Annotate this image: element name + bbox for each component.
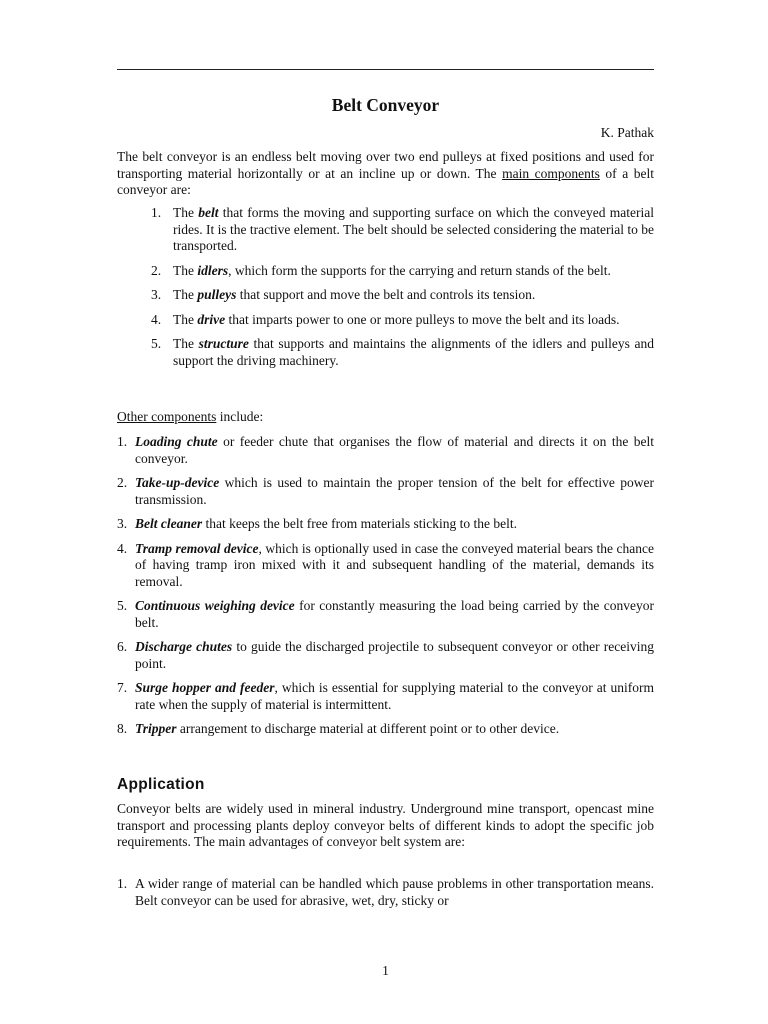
list-item [151, 262, 654, 280]
list-item-text: that forms the moving and supporting surface on which the conveyed material rides. It is the tractive element. The belt should be selected considering the material to be transported. [173, 205, 654, 253]
list-item-number: 8. [117, 721, 128, 736]
list-item-term: Take-up-device [135, 475, 220, 490]
list-item-number: 3. [117, 516, 128, 531]
header-rule [117, 69, 654, 70]
list-item-number: 7. [117, 680, 128, 695]
intro-paragraph [117, 149, 654, 199]
list-item-prefix: The [173, 262, 198, 278]
main-components-list [151, 205, 654, 377]
list-item-number: 4. [151, 311, 162, 327]
list-item-prefix: The [173, 287, 198, 302]
page-number: 1 [382, 963, 389, 978]
list-item-text: A wider range of material can be handled which pause problems in other transportation means. Belt conveyor can be used for abrasive, wet, dry, sticky or [135, 876, 654, 908]
list-item-term: belt [198, 205, 219, 220]
list-item-prefix: The [173, 336, 199, 351]
list-item-term: Tramp removal device [135, 540, 259, 556]
list-item [117, 598, 654, 631]
list-item-number: 4. [117, 540, 128, 556]
other-components-text: include: [216, 409, 264, 424]
list-item-number: 1. [117, 434, 128, 449]
list-item-text: , which form the supports for the carrying and return stands of the belt. [228, 262, 611, 278]
list-item-prefix: The [173, 205, 199, 220]
list-item-term: structure [198, 336, 249, 351]
other-components-list [117, 434, 654, 746]
application-heading: Application [117, 776, 205, 793]
list-item-term: idlers [197, 262, 229, 278]
list-item-number: 6. [117, 639, 128, 654]
list-item-term: Tripper [135, 721, 177, 736]
list-item-text: or feeder chute that organises the flow of material and directs it on the belt conveyor. [135, 434, 654, 466]
list-item-term: Belt cleaner [135, 516, 203, 531]
list-item-number: 3. [151, 287, 162, 302]
list-item [117, 680, 654, 713]
list-item-number: 1. [151, 205, 162, 220]
author-name: K. Pathak [600, 125, 654, 140]
document-title: Belt Conveyor [331, 95, 440, 115]
list-item-text: that keeps the belt free from materials sticking to the belt. [202, 516, 518, 531]
list-item-term: Continuous weighing device [135, 598, 295, 613]
list-item-number: 2. [151, 262, 162, 278]
intro-text: The belt conveyor is an endless belt moving over two end pulleys at fixed positions and used for transporting material horizontally or at an incline up or down. The [117, 149, 654, 181]
list-item-number: 1. [117, 876, 128, 891]
application-paragraph: Conveyor belts are widely used in mineral industry. Underground mine transport, opencast mine transport and processing plants deploy conveyor belts of different kinds to adopt the specific job requirements. The main advantages of conveyor belt system are: [117, 801, 654, 849]
list-item [117, 516, 654, 533]
list-item [117, 434, 654, 467]
list-item-text: that supports and maintains the alignments of the idlers and pulleys and support the driving machinery. [173, 336, 654, 368]
list-item-term: Discharge chutes [135, 639, 233, 654]
advantages-list [117, 876, 654, 909]
list-item-prefix: The [173, 311, 198, 327]
list-item-number: 5. [151, 336, 162, 351]
list-item [151, 311, 654, 329]
list-item-term: drive [197, 311, 226, 327]
list-item-text: that imparts power to one or more pulleys to move the belt and its loads. [225, 311, 620, 327]
other-components-intro [117, 409, 654, 426]
list-item-term: Loading chute [135, 434, 218, 449]
list-item-text: which is used to maintain the proper tension of the belt for effective power transmission. [135, 475, 654, 507]
list-item-text: that support and move the belt and controls its tension. [236, 287, 536, 302]
list-item-text: for constantly measuring the load being carried by the conveyor belt. [135, 598, 654, 630]
list-item [151, 205, 654, 255]
intro-text-end: of a belt conveyor are: [117, 165, 655, 197]
list-item-text: arrangement to discharge material at different point or to other device. [176, 721, 560, 736]
list-item-term: pulleys [197, 287, 237, 302]
list-item [117, 876, 654, 909]
list-item [151, 287, 654, 304]
list-item [151, 336, 654, 369]
list-item-text: , which is optionally used in case the conveyed material bears the chance of having tramp iron mixed with it and subsequent handling of the material, demands its removal. [135, 540, 654, 589]
list-item-term: Surge hopper and feeder [135, 680, 275, 695]
other-components-label: Other components [117, 409, 217, 424]
main-components-link-text: main components [502, 165, 600, 181]
list-item [117, 639, 654, 672]
list-item [117, 540, 654, 591]
list-item [117, 475, 654, 508]
list-item-text: to guide the discharged projectile to subsequent conveyor or other receiving point. [135, 639, 654, 671]
list-item-text: , which is essential for supplying material to the conveyor at uniform rate when the supply of material is intermittent. [135, 680, 654, 712]
list-item-number: 5. [117, 598, 128, 613]
list-item [117, 721, 654, 738]
list-item-number: 2. [117, 475, 128, 490]
